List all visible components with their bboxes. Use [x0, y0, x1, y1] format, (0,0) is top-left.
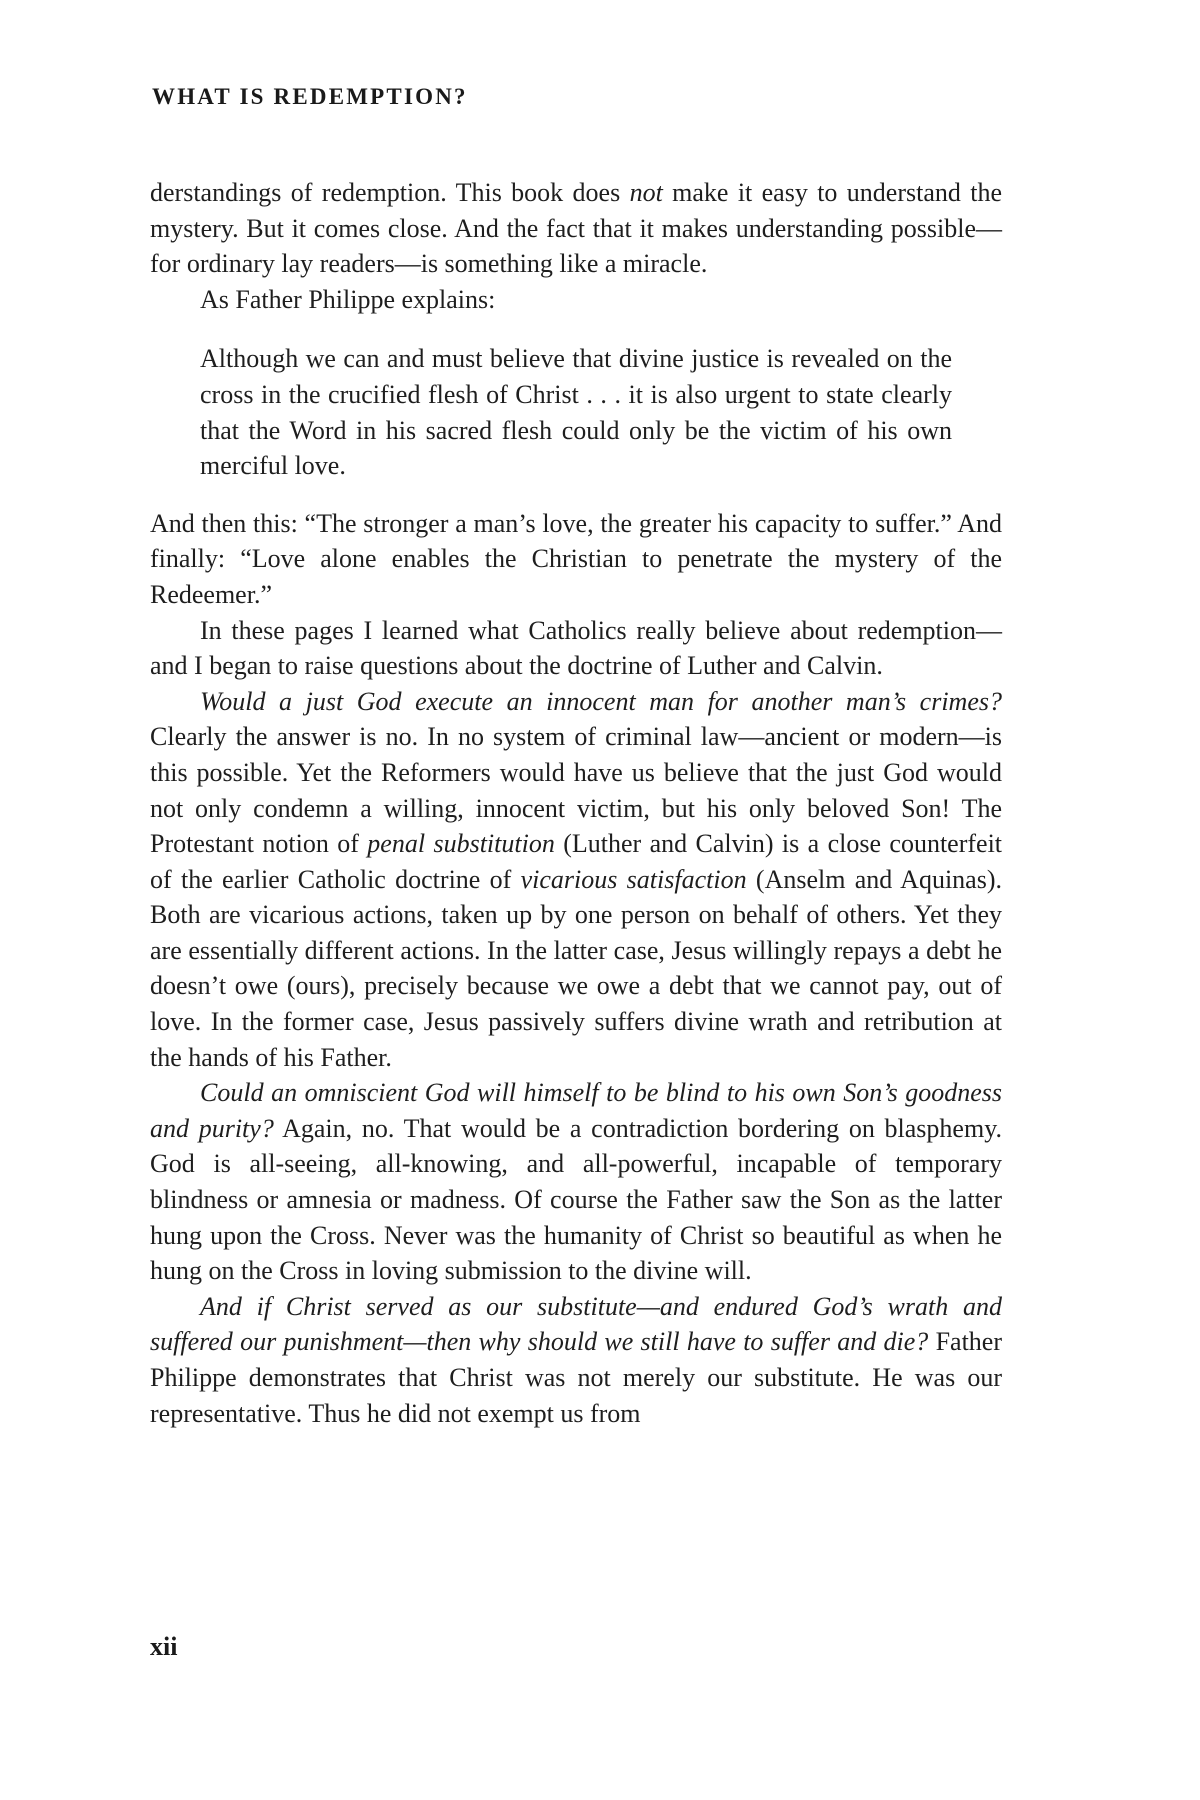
question-italic: And if Christ served as our substitute—and endured God’s wrath and suffered our punishment—then why should we still have to suffer and die? — [150, 1291, 1002, 1357]
page-number: xii — [150, 1632, 178, 1661]
paragraph-4: In these pages I learned what Catholics really believe about redemption—and I began to raise questions about the doctrine of Luther and Calvin. — [150, 615, 1002, 681]
block-quote — [200, 341, 952, 483]
text-run: Father Philippe demonstrates that Christ was not merely our substitute. He was our representative. Thus he did not exempt us from — [150, 1327, 1003, 1428]
text-run: Clearly the answer is no. In no system of criminal law—ancient or modern—is this possible. Yet the Reformers would have us believe that the just God would not only condemn a willing, innocent victim, but his only beloved Son! The Protestant notion of — [150, 722, 1002, 859]
paragraph-3: And then this: “The stronger a man’s love, the greater his capacity to suffer.” And finally: “Love alone enables the Christian to penetrate the mystery of the Redeemer.” — [150, 508, 1002, 609]
emphasis: vicarious satisfaction — [520, 864, 747, 894]
text-run: derstandings of redemption. This book does — [150, 178, 630, 207]
running-head: WHAT IS REDEMPTION? — [152, 84, 468, 109]
emphasis: not — [629, 178, 663, 207]
emphasis: penal substitution — [367, 829, 555, 859]
quote-text: Although we can and must believe that divine justice is revealed on the cross in the crucified flesh of Christ . . . it is also urgent to state clearly that the Word in his sacred flesh could only be the victim of his own merciful love. — [200, 344, 952, 481]
paragraph-1 — [150, 175, 1002, 282]
paragraph-7 — [150, 1289, 1002, 1431]
paragraph-6 — [150, 1075, 1002, 1289]
body-text — [150, 175, 1002, 1431]
text-run: make it easy to understand the mystery. But it comes close. And the fact that it makes understanding possible—for ordinary lay readers—is something like a miracle. — [150, 178, 1002, 279]
question-italic: Could an omniscient God will himself to be blind to his own Son’s goodness and purity? — [150, 1078, 1002, 1143]
paragraph-5 — [150, 684, 1002, 1076]
text-run: (Anselm and Aquinas). Both are vicarious actions, taken up by one person on behalf of others. Yet they are essentially different actions. In the latter case, Jesus willingly repays a debt he doesn’t owe (ours), precisely because we owe a debt that we cannot pay, out of love. In the former case, Jesus passively suffers divine wrath and retribution at the hands of his Father. — [150, 864, 1002, 1072]
text-run: (Luther and Calvin) is a close counterfeit of the earlier Catholic doctrine of — [150, 829, 1003, 894]
question-italic: Would a just God execute an innocent man for another man’s crimes? — [200, 686, 1002, 716]
text-run: Again, no. That would be a contradiction bordering on blasphemy. God is all-seeing, all-knowing, and all-powerful, incapable of temporary blindness or amnesia or madness. Of course the Father saw the Son as the latter hung upon the Cross. Never was the humanity of Christ so beautiful as when he hung on the Cross in loving submission to the divine will. — [150, 1113, 1003, 1286]
paragraph-2: As Father Philippe explains: — [200, 284, 496, 314]
